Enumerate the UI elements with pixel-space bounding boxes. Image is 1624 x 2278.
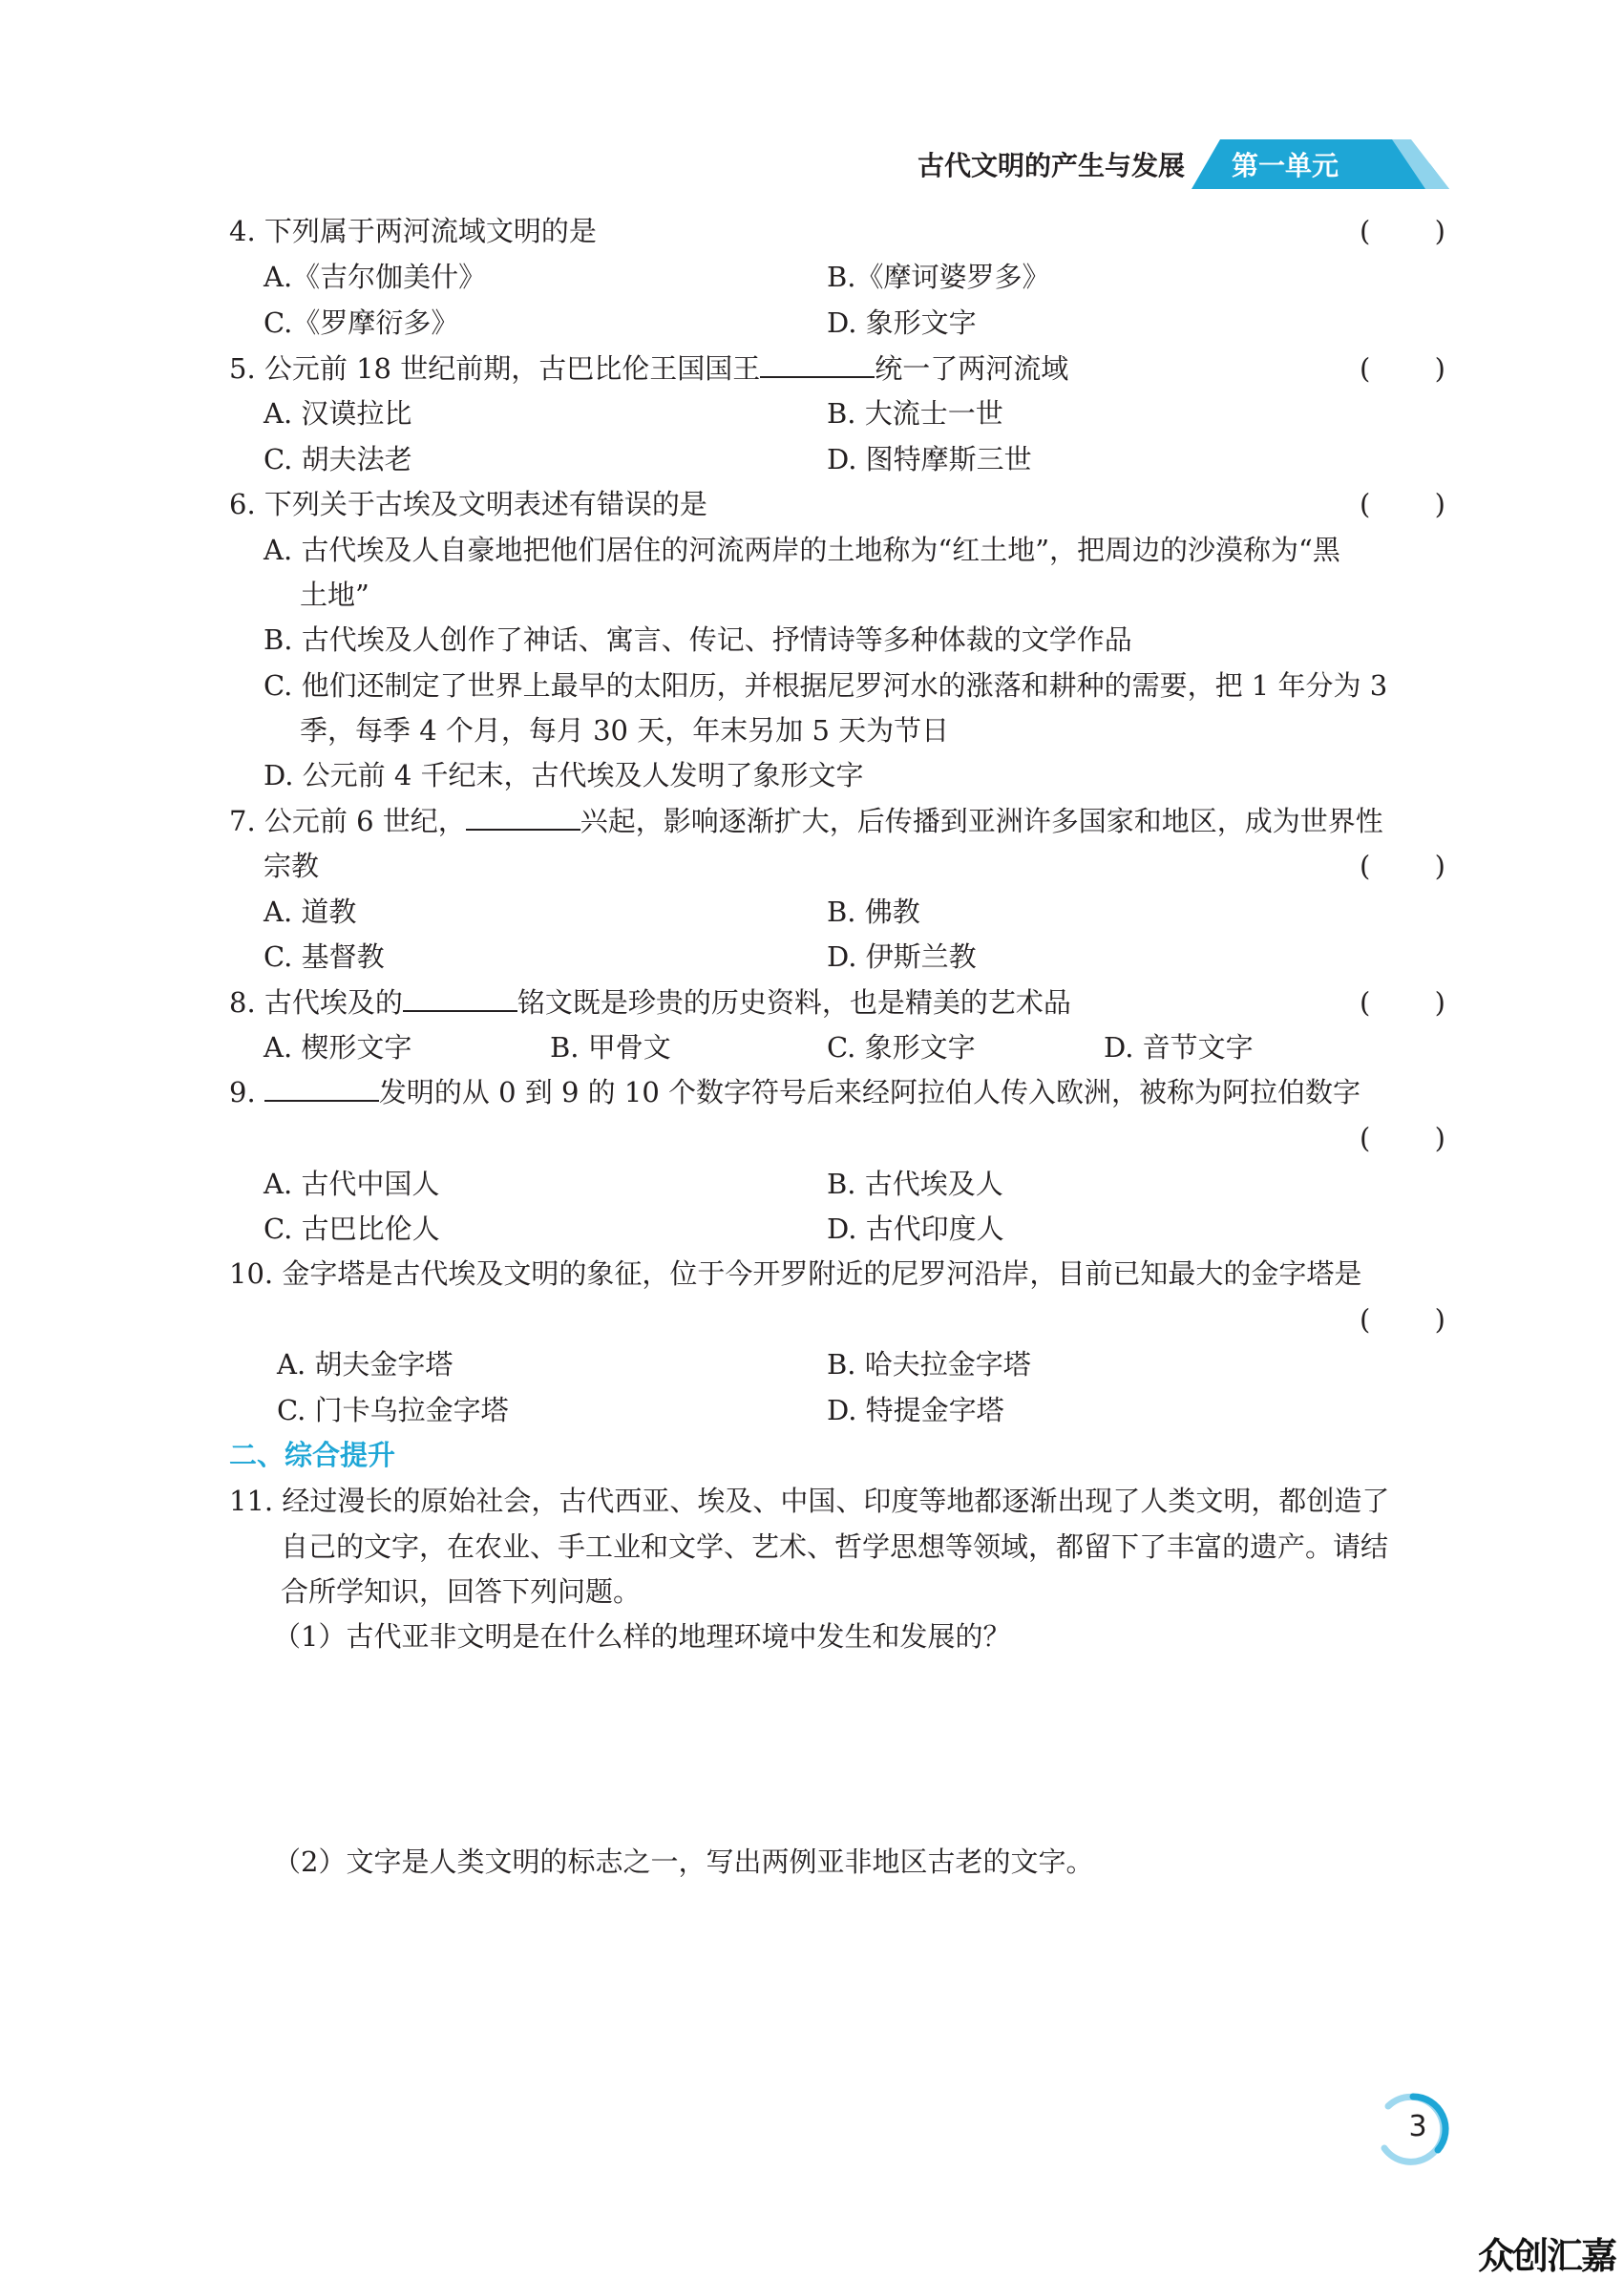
q6-option-c-cont: 季，每季 4 个月，每月 30 天，年末另加 5 天为节日 [300, 714, 950, 747]
q11-answer-area-2[interactable] [281, 1887, 1445, 2078]
q7-option-a: A. 道教 [264, 896, 357, 928]
q7-option-b: B. 佛教 [827, 896, 920, 928]
q8-answer-paren[interactable]: ( ) [1360, 986, 1445, 1019]
q10-option-b: B. 哈夫拉金字塔 [827, 1348, 1031, 1381]
q10-option-d: D. 特提金字塔 [827, 1394, 1004, 1426]
q7-answer-paren[interactable]: ( ) [1360, 850, 1445, 882]
q7-blank[interactable] [466, 806, 580, 831]
q6-answer-paren[interactable]: ( ) [1360, 488, 1445, 520]
q8-blank[interactable] [403, 987, 517, 1012]
q9-blank[interactable] [264, 1077, 379, 1102]
q10-option-c: C. 门卡乌拉金字塔 [277, 1394, 509, 1426]
q11-answer-area-1[interactable] [281, 1661, 1445, 1833]
q10-answer-paren[interactable]: ( ) [1360, 1303, 1445, 1336]
q5-option-c: C. 胡夫法老 [264, 443, 412, 475]
unit-topic-title: 古代文明的产生与发展 [917, 150, 1185, 181]
q8-option-a: A. 楔形文字 [264, 1031, 412, 1064]
q11-stem-line-1: 11. 经过漫长的原始社会，古代西亚、埃及、中国、印度等地都逐渐出现了人类文明，都创造了 [229, 1485, 1390, 1517]
q6-option-d: D. 公元前 4 千纪末，古代埃及人发明了象形文字 [264, 759, 864, 791]
q8-option-d: D. 音节文字 [1104, 1031, 1254, 1064]
q10-stem: 10. 金字塔是古代埃及文明的象征，位于今开罗附近的尼罗河沿岸，目前已知最大的金字塔是 [229, 1257, 1362, 1290]
q5-option-b: B. 大流士一世 [827, 397, 1003, 430]
q9-option-d: D. 古代印度人 [827, 1213, 1004, 1245]
q11-subquestion-2: （2）文字是人类文明的标志之一，写出两例亚非地区古老的文字。 [273, 1846, 1094, 1878]
q7-option-c: C. 基督教 [264, 940, 385, 973]
q4-option-c: C.《罗摩衍多》 [264, 306, 459, 339]
q5-stem: 5. 公元前 18 世纪前期，古巴比伦王国国王 统一了两河流域 [229, 352, 1069, 385]
q8-option-b: B. 甲骨文 [550, 1031, 671, 1064]
q9-answer-paren[interactable]: ( ) [1360, 1122, 1445, 1154]
q7-stem: 7. 公元前 6 世纪， 兴起，影响逐渐扩大，后传播到亚洲许多国家和地区，成为世界性 [229, 805, 1383, 837]
q5-answer-paren[interactable]: ( ) [1360, 352, 1445, 385]
q4-option-a: A.《吉尔伽美什》 [264, 261, 487, 293]
q6-option-b: B. 古代埃及人创作了神话、寓言、传记、抒情诗等多种体裁的文学作品 [264, 623, 1132, 656]
q4-option-b: B.《摩诃婆罗多》 [827, 261, 1050, 293]
q9-option-c: C. 古巴比伦人 [264, 1213, 440, 1245]
q7-stem-cont: 宗教 [264, 850, 320, 882]
q9-option-b: B. 古代埃及人 [827, 1168, 1003, 1200]
q7-option-d: D. 伊斯兰教 [827, 940, 977, 973]
q6-stem: 6. 下列关于古埃及文明表述有错误的是 [229, 488, 707, 520]
q6-option-c: C. 他们还制定了世界上最早的太阳历，并根据尼罗河水的涨落和耕种的需要，把 1 年分为 3 [264, 669, 1388, 702]
q5-option-a: A. 汉谟拉比 [264, 397, 412, 430]
q4-answer-paren[interactable]: ( ) [1360, 215, 1445, 247]
q11-subquestion-1: （1）古代亚非文明是在什么样的地理环境中发生和发展的？ [273, 1620, 1011, 1653]
q8-option-c: C. 象形文字 [827, 1031, 976, 1064]
q10-option-a: A. 胡夫金字塔 [277, 1348, 453, 1381]
q6-option-a: A. 古代埃及人自豪地把他们居住的河流两岸的土地称为“红土地”，把周边的沙漠称为“黑 [264, 534, 1340, 566]
q8-stem: 8. 古代埃及的 铭文既是珍贵的历史资料，也是精美的艺术品 [229, 986, 1071, 1019]
section-heading-comprehensive: 二、综合提升 [229, 1439, 396, 1471]
q9-stem: 9. 发明的从 0 到 9 的 10 个数字符号后来经阿拉伯人传入欧洲，被称为阿拉伯数字 [229, 1076, 1361, 1108]
q4-option-d: D. 象形文字 [827, 306, 977, 339]
q11-stem-line-3: 合所学知识，回答下列问题。 [281, 1575, 642, 1608]
q4-stem: 4. 下列属于两河流域文明的是 [229, 215, 597, 247]
watermark-logo: 众创汇嘉 [1478, 2235, 1616, 2277]
q9-option-a: A. 古代中国人 [264, 1168, 440, 1200]
q11-stem-line-2: 自己的文字，在农业、手工业和文学、艺术、哲学思想等领域，都留下了丰富的遗产。请结 [281, 1530, 1389, 1563]
page-number: 3 [1408, 2110, 1427, 2143]
q5-blank[interactable] [760, 353, 875, 378]
unit-badge-label: 第一单元 [1232, 150, 1339, 181]
q5-option-d: D. 图特摩斯三世 [827, 443, 1032, 475]
q6-option-a-cont: 土地” [300, 579, 369, 611]
